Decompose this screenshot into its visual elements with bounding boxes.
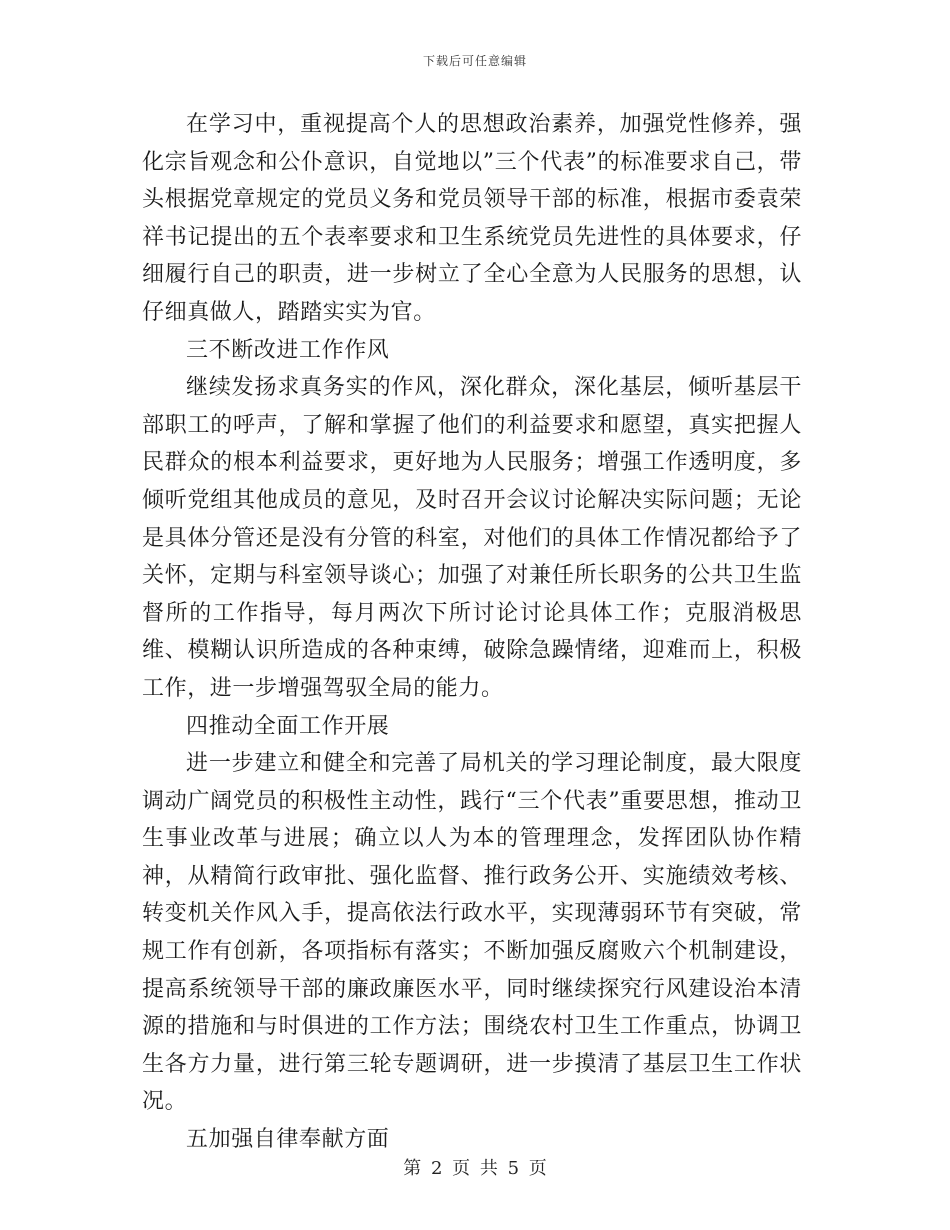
paragraph-work-style: 继续发扬求真务实的作风，深化群众，深化基层，倾听基层干部职工的呼声，了解和掌握了他们的利益要求和愿望，真实把握人民群众的根本利益要求，更好地为人民服务；增强工作透明度，多倾听党组其他成员的意见，及时召开会议讨论解决实际问题；无论是具体分管还是没有分管的科室，对他们的具体工作情况都给予了关怀，定期与科室领导谈心；加强了对兼任所长职务的公共卫生监督所的工作指导，每月两次下所讨论讨论具体工作；克服消极思维、模糊认识所造成的各种束缚，破除急躁情绪，迎难而上，积极工作，进一步增强驾驭全局的能力。 bbox=[142, 375, 802, 701]
section-heading-4: 四推动全面工作开展 bbox=[186, 713, 390, 739]
section-heading-5: 五加强自律奉献方面 bbox=[186, 1127, 390, 1153]
page-header-note: 下载后可任意编辑 bbox=[422, 54, 527, 68]
section-heading-3: 三不断改进工作作风 bbox=[186, 337, 390, 363]
document-body bbox=[142, 106, 802, 1159]
page-number-footer: 第 2 页 共 5 页 bbox=[403, 1158, 547, 1179]
paragraph-study: 在学习中，重视提高个人的思想政治素养，加强党性修养，强化宗旨观念和公仆意识，自觉地以”三个代表”的标准要求自己，带头根据党章规定的党员义务和党员领导干部的标准，根据市委袁荣祥书记提出的五个表率要求和卫生系统党员先进性的具体要求，仔细履行自己的职责，进一步树立了全心全意为人民服务的思想，认仔细真做人，踏踏实实为官。 bbox=[142, 112, 802, 325]
paragraph-overall-work: 进一步建立和健全和完善了局机关的学习理论制度，最大限度调动广阔党员的积极性主动性，践行“三个代表”重要思想，推动卫生事业改革与进展；确立以人为本的管理理念，发挥团队协作精神，从精简行政审批、强化监督、推行政务公开、实施绩效考核、转变机关作风入手，提高依法行政水平，实现薄弱环节有突破，常规工作有创新，各项指标有落实；不断加强反腐败六个机制建设，提高系统领导干部的廉政廉医水平，同时继续探究行风建设治本清源的措施和与时俱进的工作方法；围绕农村卫生工作重点，协调卫生各方力量，进行第三轮专题调研，进一步摸清了基层卫生工作状况。 bbox=[142, 751, 802, 1115]
